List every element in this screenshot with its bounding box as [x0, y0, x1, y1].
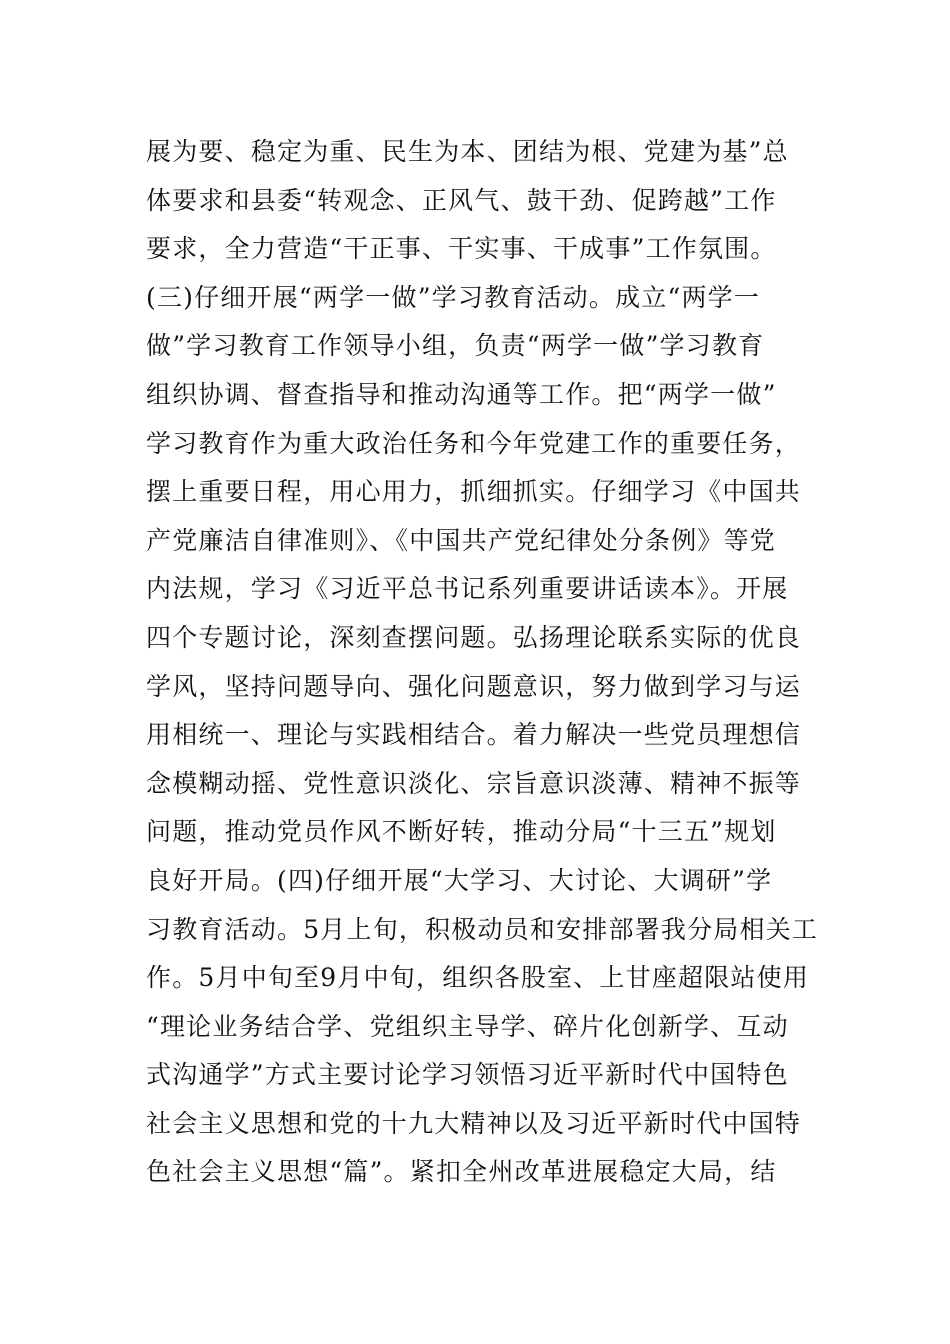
- text-line: 学风，坚持问题导向、强化问题意识，努力做到学习与运: [146, 671, 802, 701]
- text-line: 色社会主义思想“篇”。紧扣全州改革进展稳定大局，结: [146, 1157, 777, 1187]
- text-line: 社会主义思想和党的十九大精神以及习近平新时代中国特: [146, 1108, 802, 1138]
- text-line: 良好开局。(四)仔细开展“大学习、大讨论、大调研”学: [146, 865, 773, 895]
- text-line: 做”学习教育工作领导小组，负责“两学一做”学习教育: [146, 331, 765, 361]
- text-line: 展为要、稳定为重、民生为本、团结为根、党建为基”总: [146, 137, 789, 166]
- text-line: 组织协调、督查指导和推动沟通等工作。把“两学一做”: [146, 379, 777, 409]
- text-line: (三)仔细开展“两学一做”学习教育活动。成立“两学一: [146, 282, 761, 312]
- text-line: 式沟通学”方式主要讨论学习领悟习近平新时代中国特色: [146, 1060, 789, 1090]
- text-line: 念模糊动摇、党性意识淡化、宗旨意识淡薄、精神不振等: [146, 768, 802, 798]
- text-line: 摆上重要日程，用心用力，抓细抓实。仔细学习《中国共: [146, 477, 802, 507]
- text-line: 习教育活动。5月上旬，积极动员和安排部署我分局相关工: [146, 914, 819, 944]
- text-line: 内法规，学习《习近平总书记系列重要讲话读本》。开展: [146, 574, 789, 604]
- text-line: 体要求和县委“转观念、正风气、鼓干劲、促跨越”工作: [146, 185, 777, 215]
- body-text: [146, 128, 819, 1197]
- text-line: 用相统一、理论与实践相结合。着力解决一些党员理想信: [146, 720, 802, 750]
- text-line: 要求，全力营造“干正事、干实事、干成事”工作氛围。: [146, 234, 777, 264]
- text-line: 作。5月中旬至9月中旬，组织各股室、上甘座超限站使用: [146, 963, 810, 993]
- text-line: “理论业务结合学、党组织主导学、碎片化创新学、互动: [146, 1011, 789, 1041]
- text-line: 学习教育作为重大政治任务和今年党建工作的重要任务，: [146, 428, 802, 458]
- text-line: 产党廉洁自律准则》、《中国共产党纪律处分条例》等党: [146, 525, 777, 555]
- text-line: 问题，推动党员作风不断好转，推动分局“十三五”规划: [146, 817, 777, 847]
- text-line: 四个专题讨论，深刻查摆问题。弘扬理论联系实际的优良: [146, 622, 802, 652]
